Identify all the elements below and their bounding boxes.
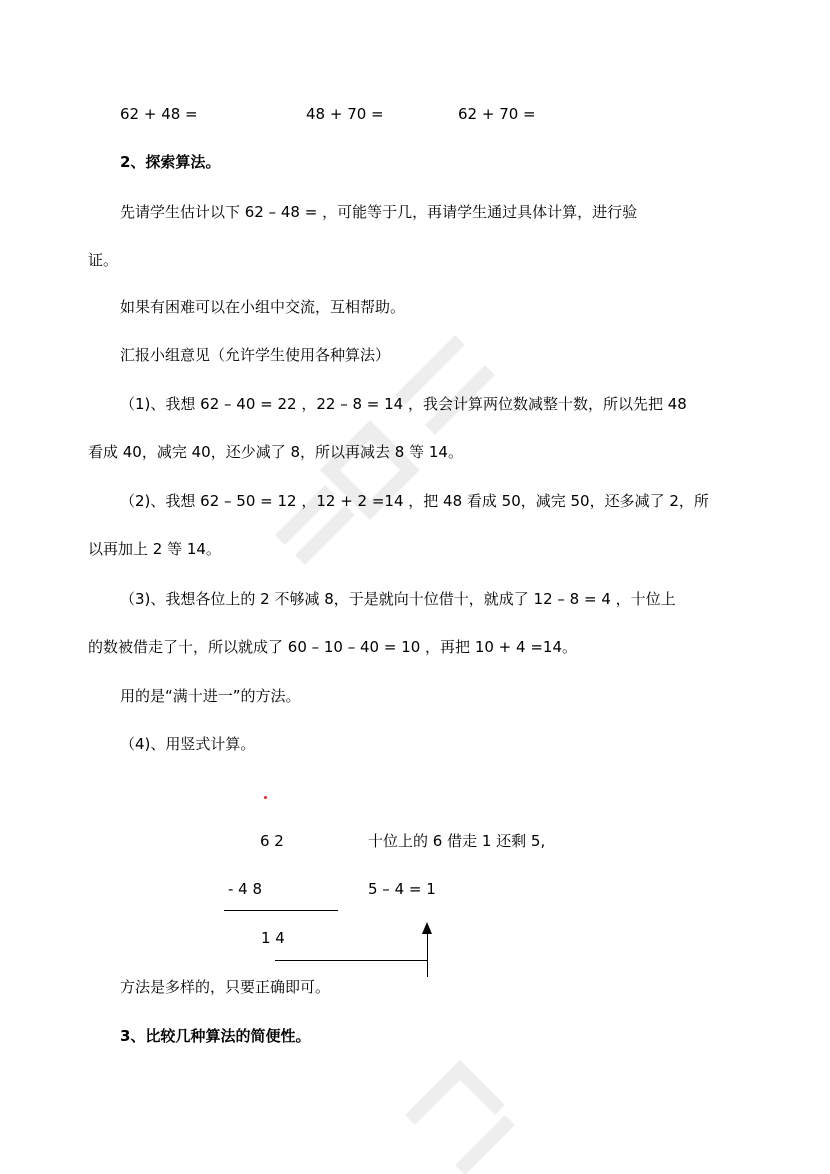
paragraph-conclusion: 方法是多样的，只要正确即可。 bbox=[120, 978, 331, 996]
section-2-heading: 2、探索算法。 bbox=[120, 153, 221, 171]
method-2-line1: （2)、我想 62 – 50 = 12 ，12 + 2 =14 ，把 48 看成 50，减完 50，还多减了 2，所 bbox=[120, 492, 709, 510]
vertical-row-minuend: 6 2 bbox=[260, 832, 284, 850]
vertical-row-subtrahend: - 4 8 bbox=[228, 880, 263, 898]
method-3-line2: 的数被借走了十，所以就成了 60 – 10 – 40 = 10 ，再把 10 + 4 =14。 bbox=[88, 638, 577, 656]
method-1-line1: （1)、我想 62 – 40 = 22 ，22 – 8 = 14 ，我会计算两位数减整十数，所以先把 48 bbox=[120, 395, 687, 413]
vertical-row-result: 1 4 bbox=[261, 929, 285, 947]
section-3-heading: 3、比较几种算法的简便性。 bbox=[120, 1027, 311, 1045]
borrow-dot bbox=[264, 796, 267, 799]
paragraph-report: 汇报小组意见（允许学生使用各种算法） bbox=[120, 346, 391, 364]
paragraph-help: 如果有困难可以在小组中交流，互相帮助。 bbox=[120, 298, 406, 316]
method-4: （4)、用竖式计算。 bbox=[120, 735, 256, 753]
paragraph-estimate-line2: 证。 bbox=[88, 251, 119, 269]
subtraction-rule bbox=[224, 910, 338, 911]
method-1-line2: 看成 40，减完 40，还少减了 8，所以再减去 8 等 14。 bbox=[88, 443, 463, 461]
method-3-line1: （3)、我想各位上的 2 不够减 8，于是就向十位借十，就成了 12 – 8 = 4 ，十位上 bbox=[120, 590, 676, 608]
arrow-shaft bbox=[427, 932, 428, 977]
equation-48-plus-70: 48 + 70 = bbox=[306, 105, 384, 123]
paragraph-estimate-line1: 先请学生估计以下 62 – 48 = ，可能等于几，再请学生通过具体计算，进行验 bbox=[120, 203, 638, 221]
vertical-note-1: 十位上的 6 借走 1 还剩 5, bbox=[368, 832, 546, 850]
method-2-line2: 以再加上 2 等 14。 bbox=[88, 540, 221, 558]
method-note: 用的是“满十进一”的方法。 bbox=[120, 687, 301, 705]
vertical-note-2: 5 – 4 = 1 bbox=[368, 880, 436, 898]
equation-62-plus-70: 62 + 70 = bbox=[458, 105, 536, 123]
arrow-connector-line bbox=[275, 960, 428, 961]
arrow-up-icon bbox=[422, 922, 432, 934]
equation-62-plus-48: 62 + 48 = bbox=[120, 105, 198, 123]
